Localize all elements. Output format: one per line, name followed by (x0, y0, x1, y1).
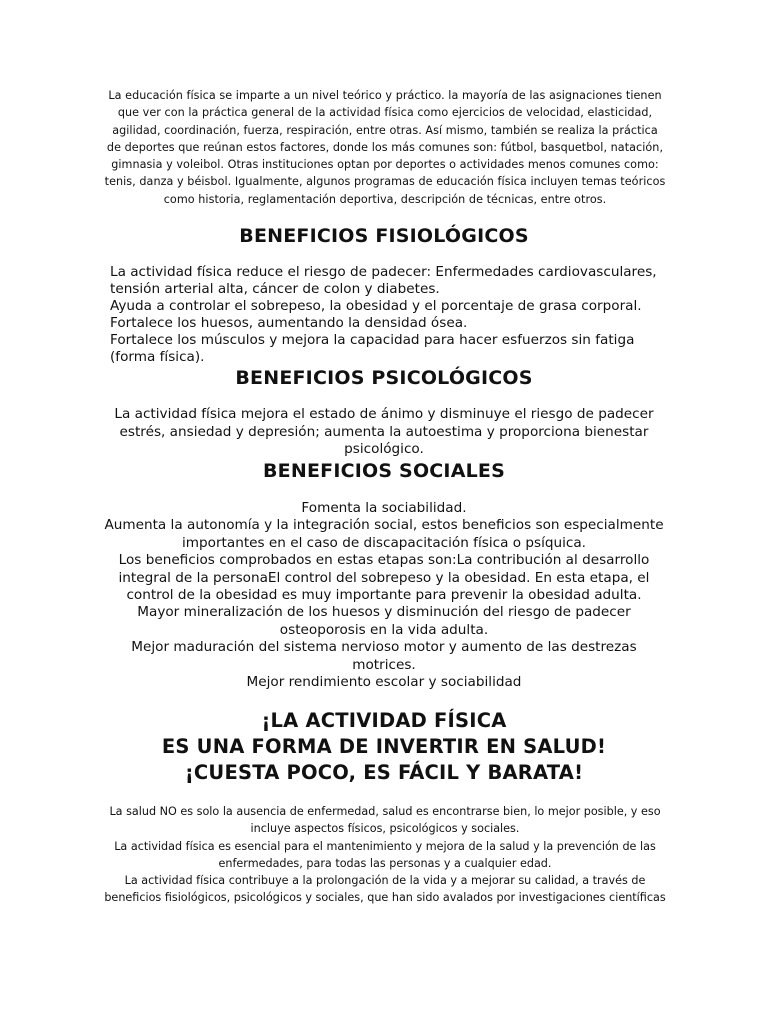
psicologicos-paragraph: La actividad física mejora el estado de ánimo y disminuye el riesgo de padecer estrés, ansiedad y depresión; aumenta la autoestima y proporciona bienestar psicológico. (114, 406, 654, 457)
fisiologicos-list (110, 264, 670, 366)
sociales-item: Mejor maduración del sistema nervioso motor y aumento de las destrezas motrices. (131, 639, 637, 673)
fisiologicos-item: Ayuda a controlar el sobrepeso, la obesidad y el porcentaje de grasa corporal. (110, 298, 642, 314)
sociales-list (104, 500, 664, 691)
fisiologicos-item: Fortalece los huesos, aumentando la densidad ósea. (110, 315, 468, 331)
heading-psicologicos: BENEFICIOS PSICOLÓGICOS (235, 367, 533, 389)
slogan (0, 708, 768, 786)
sociales-item: Mejor rendimiento escolar y sociabilidad (246, 674, 522, 691)
sociales-item: Los beneficios comprobados en estas etapas son:La contribución al desarrollo integral de la personaEl control del sobrepeso y la obesidad. En esta etapa, el control de la obesidad es muy importante para prevenir la obesidad adulta. (118, 552, 650, 604)
closing-paragraph: La actividad física es esencial para el mantenimiento y mejora de la salud y la prevención de las enfermedades, para todas las personas y a cualquier edad. (114, 839, 656, 870)
heading-fisiologicos: BENEFICIOS FISIOLÓGICOS (239, 225, 529, 247)
fisiologicos-item: Fortalece los músculos y mejora la capacidad para hacer esfuerzos sin fatiga (forma física). (110, 332, 635, 365)
closing-paragraph: La actividad física contribuye a la prolongación de la vida y a mejorar su calidad, a través de beneficios fisiológicos, psicológicos y sociales, que han sido avalados por investigaciones científicas (104, 874, 666, 905)
closing-paragraph: La salud NO es solo la ausencia de enfermedad, salud es encontrarse bien, lo mejor posible, y eso incluye aspectos físicos, psicológicos y sociales. (109, 805, 661, 836)
heading-sociales: BENEFICIOS SOCIALES (263, 460, 505, 482)
slogan-line: ES UNA FORMA DE INVERTIR EN SALUD! (161, 735, 607, 758)
sociales-item: Mayor mineralización de los huesos y disminución del riesgo de padecer osteoporosis en la vida adulta. (137, 604, 631, 638)
fisiologicos-item: La actividad física reduce el riesgo de padecer: Enfermedades cardiovasculares, tensión arterial alta, cáncer de colon y diabetes. (110, 264, 657, 297)
sociales-item: Aumenta la autonomía y la integración social, estos beneficios son especialmente importantes en el caso de discapacitación física o psíquica. (104, 517, 664, 551)
intro-paragraph: La educación física se imparte a un nivel teórico y práctico. la mayoría de las asignaciones tienen que ver con la práctica general de la actividad física como ejercicios de velocidad, elasticidad, agilidad, coordinación, fuerza, respiración, entre otras. Así mismo, también se realiza la práctica de deportes que reúnan estos factores, donde los más comunes son: fútbol, basquetbol, natación, gimnasia y voleibol. Otras instituciones optan por deportes o actividades menos comunes como: tenis, danza y béisbol. Igualmente, algunos programas de educación física incluyen temas teóricos como historia, reglamentación deportiva, descripción de técnicas, entre otros. (104, 89, 666, 206)
slogan-line: ¡LA ACTIVIDAD FÍSICA (261, 709, 507, 732)
sociales-item: Fomenta la sociabilidad. (301, 500, 467, 516)
closing-paragraphs (104, 803, 666, 907)
slogan-line: ¡CUESTA POCO, ES FÁCIL Y BARATA! (184, 761, 584, 784)
